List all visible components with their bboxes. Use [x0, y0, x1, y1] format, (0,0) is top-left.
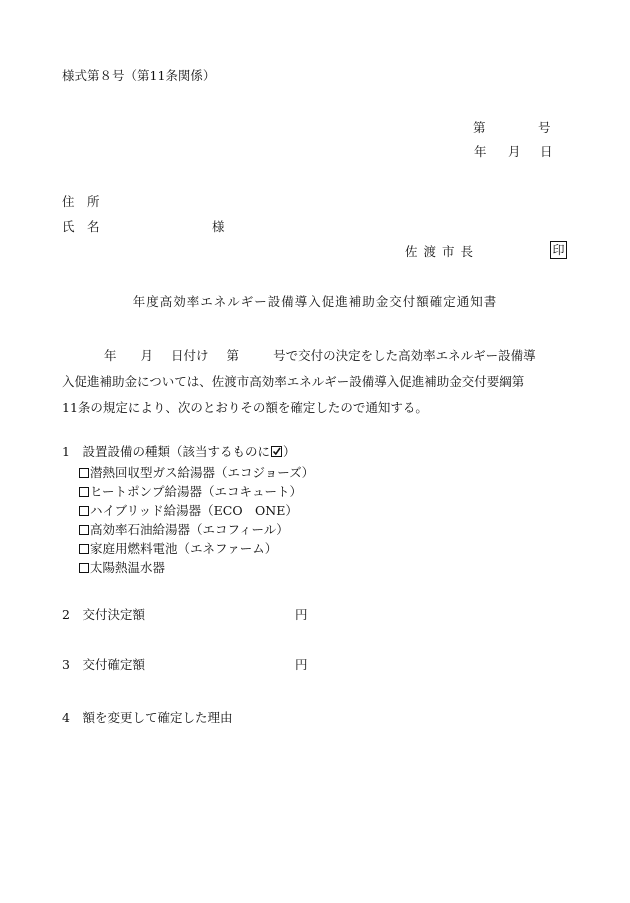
checked-box-icon [271, 446, 282, 457]
document-number-suffix: 号 [538, 120, 551, 135]
body-paragraph-line-2: 入促進補助金については、佐渡市高効率エネルギー設備導入促進補助金交付要綱第 [62, 374, 525, 389]
seal-stamp-box: 印 [550, 241, 567, 259]
body-day-dated: 日付け [171, 348, 209, 363]
equipment-option-label: 家庭用燃料電池（エネファーム） [90, 541, 278, 556]
equipment-option-label: ハイブリッド給湯器（ECO ONE） [90, 503, 298, 518]
honorific: 様 [212, 219, 225, 234]
equipment-option-label: 潜熱回収型ガス給湯器（エコジョーズ） [90, 465, 315, 480]
equipment-option [79, 558, 165, 577]
body-number-prefix: 第 [226, 348, 240, 363]
section1-heading [62, 444, 295, 460]
equipment-option [79, 482, 302, 501]
body-paragraph-line-3: 11条の規定により、次のとおりその額を確定したので通知する。 [62, 400, 428, 415]
date-year: 年 [474, 144, 487, 159]
form-number: 様式第８号（第11条関係） [62, 68, 216, 83]
equipment-option-label: 太陽熱温水器 [90, 560, 166, 575]
equipment-option-label: ヒートポンプ給湯器（エコキュート） [90, 484, 303, 499]
section1-heading-prefix: 1 設置設備の種類（該当するものに [62, 444, 270, 459]
body-paragraph-line-1 [62, 343, 536, 369]
section4-label: 4 額を変更して確定した理由 [62, 710, 233, 725]
date-month: 月 [508, 144, 521, 159]
section2-label: 2 交付決定額 [62, 607, 145, 622]
body-line1-tail: 号で交付の決定をした高効率エネルギー設備導 [273, 348, 536, 363]
section3-row [62, 657, 308, 673]
mayor-title: 佐渡市長 [405, 244, 480, 259]
checkbox-icon[interactable] [79, 525, 89, 535]
date-day: 日 [540, 144, 553, 159]
checkbox-icon[interactable] [79, 563, 89, 573]
address-label: 住 所 [62, 194, 100, 209]
name-label: 氏 名 [62, 219, 100, 234]
body-month: 月 [140, 348, 154, 363]
equipment-option [79, 539, 277, 558]
equipment-option [79, 463, 314, 482]
document-number-prefix: 第 [473, 120, 486, 135]
document-title: 年度高効率エネルギー設備導入促進補助金交付額確定通知書 [132, 294, 498, 309]
checkbox-icon[interactable] [79, 487, 89, 497]
equipment-option [79, 501, 298, 520]
section3-unit: 円 [295, 657, 308, 672]
body-year: 年 [104, 348, 117, 363]
checkbox-icon[interactable] [79, 468, 89, 478]
equipment-option [79, 520, 289, 539]
section2-row [62, 607, 308, 623]
section2-unit: 円 [295, 607, 308, 622]
section3-label: 3 交付確定額 [62, 657, 145, 672]
checkbox-icon[interactable] [79, 544, 89, 554]
section1-heading-suffix: ） [282, 444, 296, 459]
equipment-option-label: 高効率石油給湯器（エコフィール） [90, 522, 289, 537]
checkbox-icon[interactable] [79, 506, 89, 516]
